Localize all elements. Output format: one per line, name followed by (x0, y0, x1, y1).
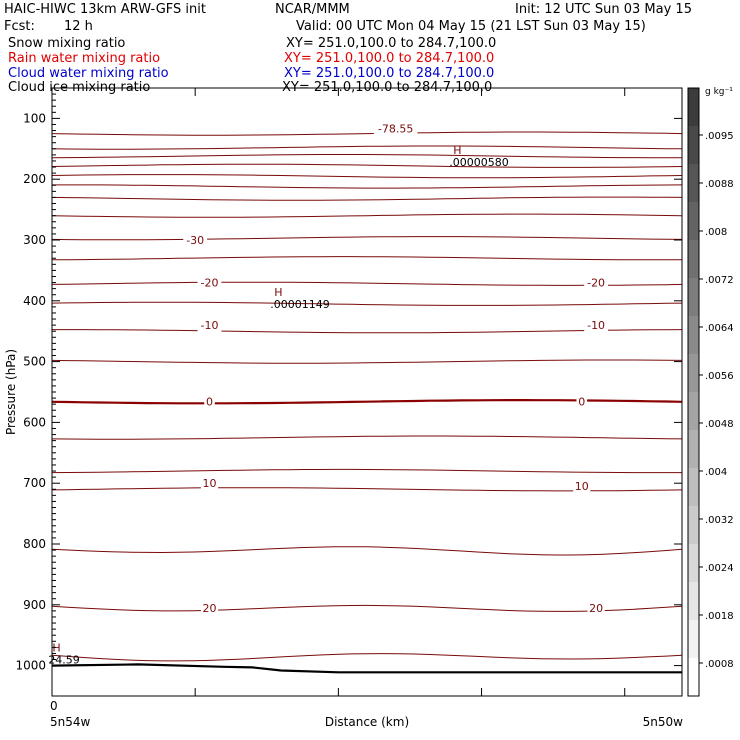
colorbar-swatch (688, 582, 699, 621)
extremum-symbol: H (453, 144, 462, 158)
isotherm-line (52, 146, 682, 149)
field-cloudice-name: Cloud ice mixing ratio (8, 80, 151, 95)
field-cloudice-xy: XY= 251.0,100.0 to 284.7,100.0 (282, 80, 493, 95)
y-tick-label: 200 (23, 172, 46, 187)
y-tick-label: 1000 (15, 658, 46, 673)
field-snow-xy: XY= 251.0,100.0 to 284.7,100.0 (286, 36, 497, 51)
contour-label: 0 (206, 395, 213, 409)
contour-label: -30 (186, 234, 205, 247)
isotherm-line (52, 654, 682, 661)
isotherm-line (52, 436, 682, 439)
isotherm-line (52, 197, 682, 200)
contour-label: 20 (589, 601, 604, 615)
model-title: HAIC-HIWC 13km ARW-GFS init (4, 2, 206, 17)
colorbar-label: .008 (705, 227, 728, 238)
y-tick-label: 500 (23, 354, 46, 369)
colorbar-swatch (688, 354, 699, 393)
colorbar-label: .0032 (705, 515, 734, 526)
y-tick-label: 100 (23, 111, 46, 126)
x-start-tick-label: 0 (50, 699, 58, 713)
colorbar-label: .0024 (705, 563, 734, 574)
isotherm-line (52, 132, 682, 135)
valid-time: Valid: 00 UTC Mon 04 May 15 (21 LST Sun 03 May 15) (296, 19, 646, 34)
extremum-symbol: H (52, 641, 61, 655)
contour-label: -10 (587, 319, 606, 333)
extremum-value: 24.59 (48, 653, 80, 667)
colorbar-swatch (688, 468, 699, 507)
y-axis-title: Pressure (hPa) (4, 348, 18, 436)
colorbar-swatch (688, 506, 699, 545)
field-cloudwater-name: Cloud water mixing ratio (8, 66, 169, 81)
isotherm-line (52, 175, 682, 178)
extremum-value: .00000580 (449, 156, 509, 170)
colorbar-swatch (688, 240, 699, 279)
contour-label: -10 (200, 319, 219, 333)
contour-label: -20 (587, 276, 606, 290)
isotherm-line (52, 547, 682, 555)
field-snow-name: Snow mixing ratio (8, 36, 126, 51)
colorbar-label: .0018 (705, 611, 734, 622)
colorbar-swatch (688, 544, 699, 583)
x-axis-title: Distance (km) (324, 715, 410, 729)
colorbar-swatch (688, 126, 699, 165)
colorbar-label: .004 (705, 467, 728, 478)
colorbar-label: .0088 (705, 179, 734, 190)
colorbar-swatch (688, 392, 699, 431)
colorbar-label: .0048 (705, 419, 734, 430)
forecast-hours: 12 h (64, 19, 93, 34)
contour-label: 10 (202, 477, 217, 491)
y-tick-label: 600 (23, 415, 46, 430)
field-rain-xy: XY= 251.0,100.0 to 284.7,100.0 (284, 51, 495, 66)
terrain-surface-line (52, 664, 682, 672)
y-tick-label: 800 (23, 537, 46, 551)
isotherm-line (52, 302, 682, 305)
colorbar-swatch (688, 278, 699, 317)
isotherm-line (52, 185, 682, 188)
org-label: NCAR/MMM (275, 2, 350, 17)
isotherm-line (52, 360, 682, 363)
colorbar-unit: g kg⁻¹ (705, 87, 733, 97)
extremum-symbol: H (274, 285, 283, 299)
field-rain-name: Rain water mixing ratio (8, 51, 161, 66)
init-time: Init: 12 UTC Sun 03 May 15 (515, 2, 692, 17)
contour-label: 20 (202, 601, 217, 615)
isotherm-line (52, 469, 682, 472)
colorbar-label: .0056 (705, 371, 734, 382)
isotherm-line (52, 164, 682, 167)
x-start-location-label: 5n54w (50, 715, 91, 729)
isotherm-line (52, 214, 682, 217)
contour-label: 0 (578, 395, 586, 409)
field-cloudwater-xy: XY= 251.0,100.0 to 284.7,100.0 (284, 66, 495, 81)
isotherm-line (52, 237, 682, 240)
colorbar-swatch (688, 88, 699, 127)
x-end-location-label: 5n50w (642, 715, 683, 729)
isotherm-line (52, 155, 682, 158)
colorbar-swatch (688, 658, 699, 697)
y-tick-label: 400 (23, 293, 46, 308)
y-tick-label: 700 (23, 476, 46, 491)
y-tick-label: 900 (23, 597, 46, 612)
colorbar-swatch (688, 620, 699, 659)
isotherm-line (52, 257, 682, 260)
colorbar-swatch (688, 164, 699, 203)
colorbar-swatch (688, 202, 699, 241)
extremum-value: .00001149 (270, 297, 330, 311)
colorbar-swatch (688, 316, 699, 355)
colorbar-label: .0064 (705, 323, 734, 334)
y-tick-label: 300 (23, 233, 46, 247)
contour-label: -20 (200, 276, 219, 290)
colorbar-label: .0008 (705, 659, 734, 670)
colorbar-swatch (688, 430, 699, 469)
contour-label: -78.55 (377, 122, 414, 136)
zero-isotherm-line (52, 400, 682, 403)
colorbar-label: .0072 (705, 275, 734, 286)
contour-label: 10 (574, 480, 589, 494)
colorbar-label: .0095 (705, 131, 734, 142)
forecast-label: Fcst: (4, 19, 35, 34)
